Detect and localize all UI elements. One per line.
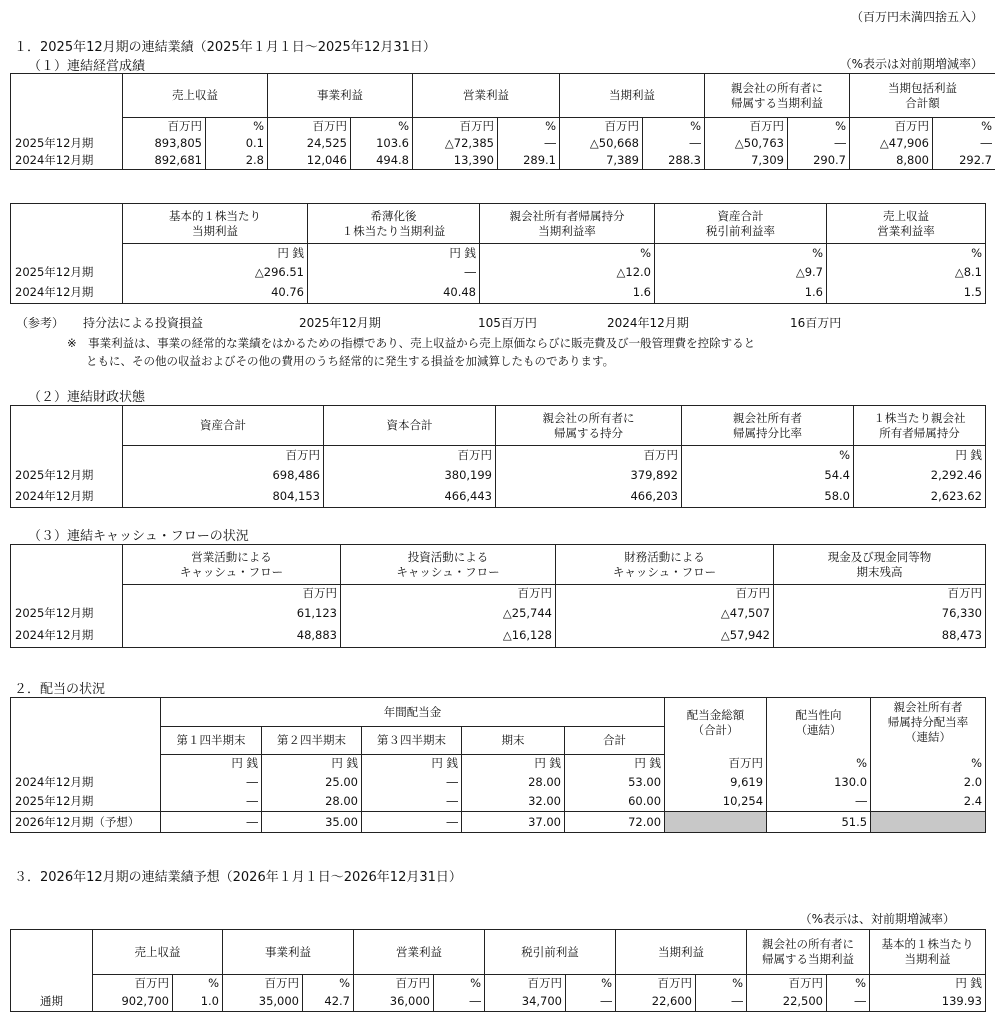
value-cell: 380,199 <box>324 465 496 486</box>
remark-line: ともに、その他の収益およびその他の費用のうち経常的に発生する損益を加減算したものであります。 <box>86 354 615 368</box>
unit-cell: 百万円 <box>485 975 566 992</box>
value-cell: 466,203 <box>496 486 682 508</box>
header-cell: 基本的１株当たり 当期利益 <box>123 204 308 244</box>
unit-cell: 百万円 <box>341 585 556 603</box>
value-cell: ― <box>767 792 871 812</box>
table-row <box>11 152 995 170</box>
unit-cell: 百万円 <box>850 118 933 135</box>
value-cell: 40.48 <box>308 283 480 304</box>
value-cell: 72.00 <box>565 812 665 833</box>
value-cell: 466,443 <box>324 486 496 508</box>
value-cell: 804,153 <box>123 486 324 508</box>
header-cell: 売上収益 <box>123 74 268 118</box>
header-cell: 投資活動による キャッシュ・フロー <box>341 545 556 585</box>
table-row <box>11 773 986 792</box>
value-cell: 61,123 <box>123 603 341 625</box>
header-cell: 親会社の所有者に 帰属する当期利益 <box>705 74 850 118</box>
value-cell: 2.0 <box>871 773 986 792</box>
value-cell: 48,883 <box>123 625 341 648</box>
table-row <box>11 283 986 304</box>
value-cell: 1.6 <box>480 283 655 304</box>
value-cell: ― <box>788 135 850 152</box>
value-cell: 893,805 <box>123 135 206 152</box>
value-cell: △50,668 <box>560 135 643 152</box>
value-cell: 1.5 <box>827 283 986 304</box>
value-cell: 2.4 <box>871 792 986 812</box>
section-3-title: ３．2026年12月期の連結業績予想（2026年１月１日～2026年12月31日） <box>14 870 462 885</box>
units-row <box>11 585 986 603</box>
pct-note: （%表示は対前期増減率） <box>839 57 983 71</box>
header-cell: 親会社の所有者に 帰属する当期利益 <box>747 930 870 975</box>
unit-cell: % <box>173 975 223 992</box>
rounding-note: （百万円未満四捨五入） <box>850 10 983 24</box>
section-2-title: ２．配当の状況 <box>14 682 106 697</box>
header-cell: 資産合計 税引前利益率 <box>655 204 827 244</box>
unit-cell: 円 銭 <box>854 446 986 465</box>
value-cell: 892,681 <box>123 152 206 170</box>
corner-cell <box>11 74 123 118</box>
value-cell: 24,525 <box>268 135 351 152</box>
value-cell: △47,507 <box>556 603 774 625</box>
unit-cell: 百万円 <box>268 118 351 135</box>
value-cell: 292.7 <box>933 152 995 170</box>
row-label: 2025年12月期 <box>11 792 161 812</box>
value-cell: 2,623.62 <box>854 486 986 508</box>
header-cell: 期末 <box>462 727 565 755</box>
forecast-table <box>10 929 986 1012</box>
unit-cell: 百万円 <box>665 755 767 773</box>
header-cell: 親会社所有者帰属持分 当期利益率 <box>480 204 655 244</box>
unit-cell: 百万円 <box>123 446 324 465</box>
value-cell: 289.1 <box>498 152 560 170</box>
value-cell: ― <box>161 773 262 792</box>
unit-cell: % <box>303 975 354 992</box>
unit-cell: 百万円 <box>705 118 788 135</box>
header-cell: 営業活動による キャッシュ・フロー <box>123 545 341 585</box>
value-cell: ― <box>498 135 560 152</box>
value-cell: ― <box>308 263 480 283</box>
value-cell: 58.0 <box>682 486 854 508</box>
header-cell: 資産合計 <box>123 406 324 446</box>
value-cell: 22,500 <box>747 992 827 1012</box>
units-row <box>11 446 986 465</box>
value-cell: △25,744 <box>341 603 556 625</box>
unit-cell: 百万円 <box>324 446 496 465</box>
value-cell: ― <box>161 792 262 812</box>
operating-results-table <box>10 73 995 170</box>
header-cell: 親会社所有者 帰属持分配当率 （連結） <box>871 698 986 755</box>
table-row <box>11 465 986 486</box>
financial-position-table <box>10 405 986 508</box>
value-cell: ― <box>566 992 616 1012</box>
unit-cell: % <box>480 244 655 263</box>
unit-cell: 百万円 <box>774 585 986 603</box>
header-cell: 第３四半期末 <box>362 727 462 755</box>
table-row <box>11 992 986 1012</box>
unit-cell: 百万円 <box>123 118 206 135</box>
units-row <box>11 244 986 263</box>
value-cell: △57,942 <box>556 625 774 648</box>
header-cell: 希薄化後 １株当たり当期利益 <box>308 204 480 244</box>
section-1-title: １．2025年12月期の連結業績（2025年１月１日～2025年12月31日） <box>14 40 436 55</box>
reference-period: 2025年12月期 <box>299 316 381 330</box>
value-cell: 2,292.46 <box>854 465 986 486</box>
subsection-operating-results: （１）連結経営成績 <box>28 59 146 74</box>
per-share-table <box>10 203 986 304</box>
unit-cell: 円 銭 <box>565 755 665 773</box>
header-cell: 当期包括利益 合計額 <box>850 74 995 118</box>
remark-line: ※ 事業利益は、事業の経常的な業績をはかるための指標であり、売上収益から売上原価ならびに販売費及び一般管理費を控除すると <box>67 336 756 350</box>
header-cell: 配当性向 （連結） <box>767 698 871 755</box>
reference-value: 16百万円 <box>790 316 842 330</box>
header-cell: 親会社所有者 帰属持分比率 <box>682 406 854 446</box>
unit-cell: % <box>351 118 413 135</box>
unit-cell: % <box>655 244 827 263</box>
cash-flow-table <box>10 544 986 648</box>
header-cell: 基本的１株当たり 当期利益 <box>870 930 986 975</box>
table-row <box>11 135 995 152</box>
subsection-cash-flows: （３）連結キャッシュ・フローの状況 <box>28 529 249 544</box>
unit-cell: % <box>827 975 870 992</box>
header-cell: 売上収益 営業利益率 <box>827 204 986 244</box>
value-cell: ― <box>362 773 462 792</box>
header-cell: 第１四半期末 <box>161 727 262 755</box>
value-cell: 76,330 <box>774 603 986 625</box>
table-row <box>11 792 986 812</box>
value-cell: 54.4 <box>682 465 854 486</box>
value-cell: 7,389 <box>560 152 643 170</box>
table-row <box>11 263 986 283</box>
unit-cell: 円 銭 <box>123 244 308 263</box>
value-cell: 1.0 <box>173 992 223 1012</box>
value-cell: 22,600 <box>616 992 696 1012</box>
value-cell: ― <box>933 135 995 152</box>
row-label: 2024年12月期 <box>11 152 123 170</box>
unit-cell: 百万円 <box>413 118 498 135</box>
unit-cell: 百万円 <box>123 585 341 603</box>
value-cell: 494.8 <box>351 152 413 170</box>
table-row <box>11 486 986 508</box>
value-cell: 37.00 <box>462 812 565 833</box>
value-cell: △16,128 <box>341 625 556 648</box>
value-cell: 698,486 <box>123 465 324 486</box>
value-cell: 36,000 <box>354 992 434 1012</box>
unit-cell: 百万円 <box>560 118 643 135</box>
header-cell: 配当金総額 （合計） <box>665 698 767 755</box>
value-cell: 51.5 <box>767 812 871 833</box>
header-cell: １株当たり親会社 所有者帰属持分 <box>854 406 986 446</box>
value-cell: △47,906 <box>850 135 933 152</box>
unit-cell: % <box>933 118 995 135</box>
shaded-cell <box>871 812 986 833</box>
unit-cell: % <box>871 755 986 773</box>
reference-label: （参考） <box>16 316 65 330</box>
header-cell: 親会社の所有者に 帰属する持分 <box>496 406 682 446</box>
value-cell: 1.6 <box>655 283 827 304</box>
row-label: 2024年12月期 <box>11 486 123 508</box>
value-cell: 32.00 <box>462 792 565 812</box>
value-cell: 290.7 <box>788 152 850 170</box>
value-cell: 2.8 <box>206 152 268 170</box>
header-cell: 当期利益 <box>560 74 705 118</box>
value-cell: 379,892 <box>496 465 682 486</box>
value-cell: 103.6 <box>351 135 413 152</box>
value-cell: 42.7 <box>303 992 354 1012</box>
value-cell: 25.00 <box>262 773 362 792</box>
header-cell: 売上収益 <box>93 930 223 975</box>
header-cell: 資本合計 <box>324 406 496 446</box>
header-cell: 合計 <box>565 727 665 755</box>
shaded-cell <box>665 812 767 833</box>
unit-cell: % <box>788 118 850 135</box>
value-cell: △8.1 <box>827 263 986 283</box>
unit-cell: % <box>827 244 986 263</box>
row-label: 2024年12月期 <box>11 283 123 304</box>
unit-cell: % <box>643 118 705 135</box>
reference-period: 2024年12月期 <box>607 316 689 330</box>
units-row <box>11 755 986 773</box>
value-cell: 7,309 <box>705 152 788 170</box>
value-cell: 9,619 <box>665 773 767 792</box>
header-cell: 年間配当金 <box>161 698 665 727</box>
unit-cell: 百万円 <box>223 975 303 992</box>
value-cell: 34,700 <box>485 992 566 1012</box>
unit-cell: 円 銭 <box>462 755 565 773</box>
value-cell: 288.3 <box>643 152 705 170</box>
row-label: 2025年12月期 <box>11 263 123 283</box>
pct-note-forecast: （%表示は、対前期増減率） <box>799 912 955 926</box>
value-cell: 130.0 <box>767 773 871 792</box>
unit-cell: 円 銭 <box>262 755 362 773</box>
value-cell: ― <box>643 135 705 152</box>
row-label: 2025年12月期 <box>11 465 123 486</box>
value-cell: 139.93 <box>870 992 986 1012</box>
unit-cell: 円 銭 <box>362 755 462 773</box>
header-cell: 事業利益 <box>268 74 413 118</box>
reference-item: 持分法による投資損益 <box>83 316 204 330</box>
subsection-financial-position: （２）連結財政状態 <box>28 390 146 405</box>
row-label: 2025年12月期 <box>11 603 123 625</box>
row-label: 2026年12月期（予想） <box>11 812 161 833</box>
header-cell: 財務活動による キャッシュ・フロー <box>556 545 774 585</box>
value-cell: 60.00 <box>565 792 665 812</box>
value-cell: △72,385 <box>413 135 498 152</box>
value-cell: 10,254 <box>665 792 767 812</box>
value-cell: ― <box>696 992 747 1012</box>
unit-cell: 百万円 <box>556 585 774 603</box>
units-row <box>11 118 995 135</box>
units-row <box>11 975 986 992</box>
value-cell: 8,800 <box>850 152 933 170</box>
header-cell: 事業利益 <box>223 930 354 975</box>
value-cell: △296.51 <box>123 263 308 283</box>
header-cell: 現金及び現金同等物 期末残高 <box>774 545 986 585</box>
value-cell: 12,046 <box>268 152 351 170</box>
value-cell: 35,000 <box>223 992 303 1012</box>
header-cell: 税引前利益 <box>485 930 616 975</box>
unit-cell: % <box>566 975 616 992</box>
unit-cell: % <box>498 118 560 135</box>
row-label: 2024年12月期 <box>11 773 161 792</box>
unit-cell: 百万円 <box>354 975 434 992</box>
value-cell: 0.1 <box>206 135 268 152</box>
unit-cell: % <box>206 118 268 135</box>
unit-cell: 円 銭 <box>870 975 986 992</box>
header-cell: 営業利益 <box>413 74 560 118</box>
value-cell: ― <box>362 812 462 833</box>
unit-cell: 百万円 <box>747 975 827 992</box>
unit-cell: % <box>682 446 854 465</box>
value-cell: 902,700 <box>93 992 173 1012</box>
dividend-table <box>10 697 986 833</box>
unit-cell: 百万円 <box>93 975 173 992</box>
value-cell: 88,473 <box>774 625 986 648</box>
unit-cell: 円 銭 <box>161 755 262 773</box>
value-cell: △9.7 <box>655 263 827 283</box>
reference-value: 105百万円 <box>478 316 537 330</box>
header-cell: 営業利益 <box>354 930 485 975</box>
table-row <box>11 603 986 625</box>
value-cell: 28.00 <box>462 773 565 792</box>
unit-cell: 円 銭 <box>308 244 480 263</box>
value-cell: ― <box>827 992 870 1012</box>
value-cell: ― <box>362 792 462 812</box>
value-cell: 53.00 <box>565 773 665 792</box>
value-cell: ― <box>161 812 262 833</box>
value-cell: 35.00 <box>262 812 362 833</box>
header-cell: 当期利益 <box>616 930 747 975</box>
unit-cell: 百万円 <box>616 975 696 992</box>
unit-cell: % <box>767 755 871 773</box>
unit-cell: % <box>696 975 747 992</box>
value-cell: △50,763 <box>705 135 788 152</box>
row-label: 2025年12月期 <box>11 135 123 152</box>
unit-cell: 百万円 <box>496 446 682 465</box>
value-cell: 28.00 <box>262 792 362 812</box>
header-cell: 第２四半期末 <box>262 727 362 755</box>
row-label: 通期 <box>11 992 93 1012</box>
value-cell: 13,390 <box>413 152 498 170</box>
table-row <box>11 625 986 648</box>
value-cell: ― <box>434 992 485 1012</box>
table-row <box>11 812 986 833</box>
unit-cell: % <box>434 975 485 992</box>
row-label: 2024年12月期 <box>11 625 123 648</box>
value-cell: 40.76 <box>123 283 308 304</box>
value-cell: △12.0 <box>480 263 655 283</box>
